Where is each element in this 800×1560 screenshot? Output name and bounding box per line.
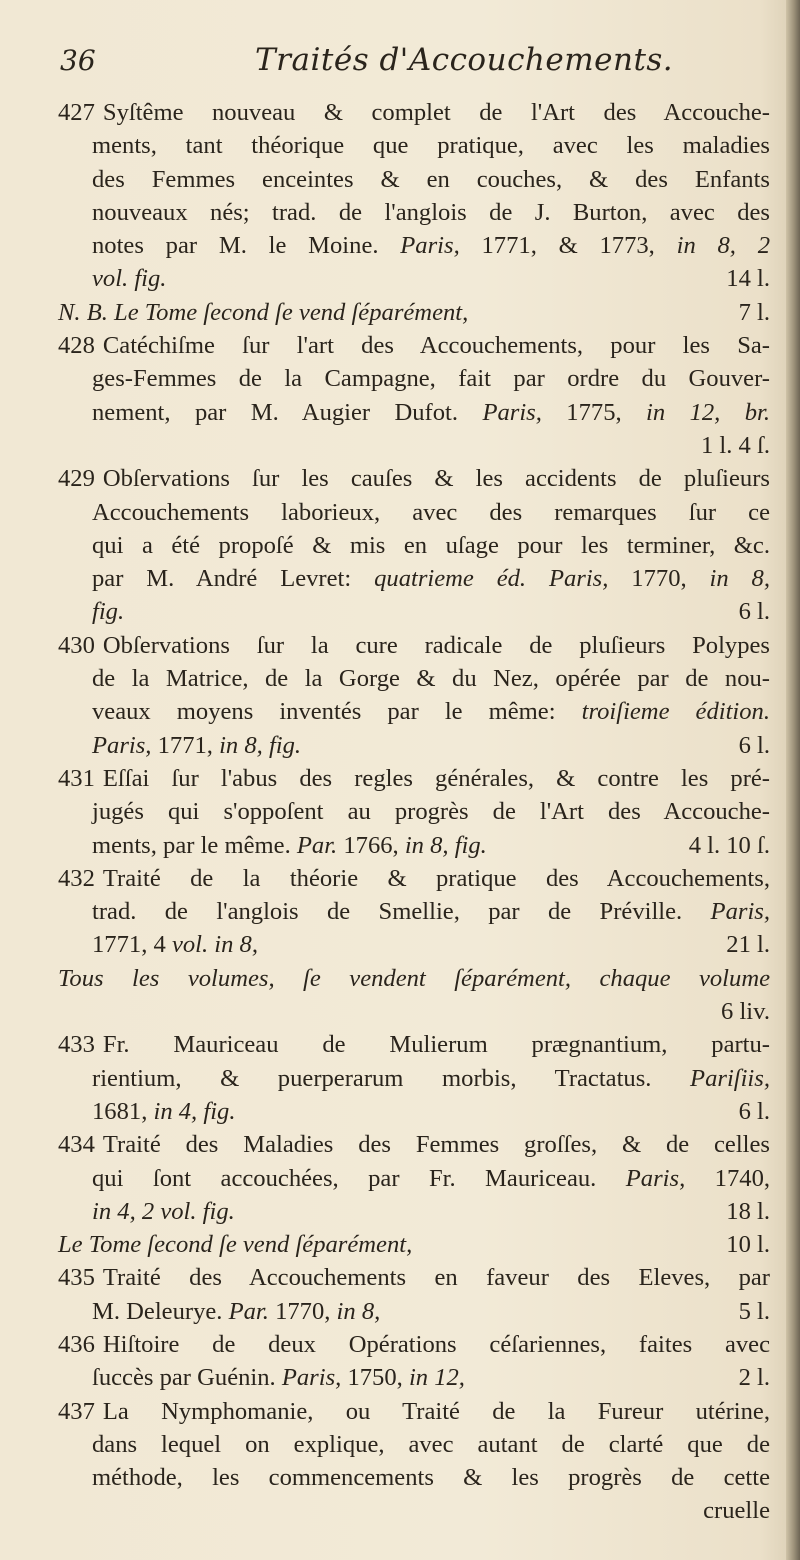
entry-number: 437 — [58, 1397, 95, 1425]
entry-number: 431 — [58, 764, 95, 792]
entry-line: par M. André Levret: quatrieme éd. Paris, 1770, in 8, — [92, 565, 770, 593]
price: 5 l. — [738, 1297, 770, 1325]
entry-line: qui ſont accouchées, par Fr. Mauriceau. Paris, 1740, — [92, 1164, 771, 1192]
page-header — [60, 40, 780, 88]
entry-line: dans lequel on explique, avec autant de clarté que de — [92, 1430, 770, 1458]
note-line-tome: Le Tome ſecond ſe vend ſéparément, 10 l. — [58, 1228, 770, 1261]
note-line-nb: N. B. Le Tome ſecond ſe vend ſéparément, 7 l. — [58, 296, 770, 329]
entry-number: 428 — [58, 332, 95, 360]
catalog-entry-434 — [58, 1128, 770, 1228]
entry-line: ments, par le même. Par. 1766, in 8, fig. 4 l. 10 ſ. — [58, 829, 770, 862]
entry-line: 432 Traité de la théorie & pratique des Accouchements, — [58, 864, 770, 892]
entry-line: 434 Traité des Maladies des Femmes groſſes, & de celles — [58, 1131, 770, 1159]
entry-line: notes par M. le Moine. Paris, 1771, & 1773, in 8, 2 — [92, 232, 771, 260]
entry-line: ments, tant théorique que pratique, avec les maladies — [92, 132, 770, 160]
entry-line: Paris, 1771, in 8, fig. 6 l. — [58, 729, 770, 762]
entry-line: de la Matrice, de la Gorge & du Nez, opérée par de nou- — [92, 665, 770, 693]
entry-line: in 4, 2 vol. fig. 18 l. — [58, 1195, 770, 1228]
catalog-listing — [58, 96, 770, 1528]
entry-line: 1681, in 4, fig. 6 l. — [58, 1095, 770, 1128]
entry-line: 433 Fr. Mauriceau de Mulierum prægnantium, partu- — [58, 1031, 770, 1059]
entry-line: 431 Eſſai ſur l'abus des regles générales, & contre les pré- — [58, 764, 770, 792]
catalog-entry-437 — [58, 1395, 770, 1528]
entry-line: vol. fig. 14 l. — [58, 262, 770, 295]
running-title: Traités d'Accouchements. — [255, 42, 674, 78]
page-edge-shadow — [786, 0, 800, 1560]
entry-line: nouveaux nés; trad. de l'anglois de J. Burton, avec des — [92, 198, 770, 226]
price: 2 l. — [738, 1364, 770, 1392]
entry-line: trad. de l'anglois de Smellie, par de Préville. Paris, — [92, 898, 770, 926]
catalog-entry-429 — [58, 462, 770, 628]
entry-number: 432 — [58, 864, 95, 892]
catchword: cruelle — [703, 1497, 770, 1525]
catalog-entry-428 — [58, 329, 770, 462]
entry-line: 435 Traité des Accouchements en faveur des Eleves, par — [58, 1264, 770, 1292]
entry-line: 427 Syſtême nouveau & complet de l'Art des Accouche- — [58, 99, 770, 126]
price: 14 l. — [726, 265, 770, 293]
catalog-entry-433 — [58, 1028, 770, 1128]
entry-line: Accouchements laborieux, avec des remarques ſur ce — [92, 498, 770, 526]
price: 7 l. — [738, 298, 770, 326]
price: 6 l. — [738, 1097, 770, 1125]
entry-line: fig. 6 l. — [58, 595, 770, 628]
price: 21 l. — [726, 931, 770, 959]
price: 18 l. — [726, 1197, 770, 1225]
catalog-entry-431 — [58, 762, 770, 862]
entry-number: 434 — [58, 1131, 95, 1159]
entry-line: ges-Femmes de la Campagne, fait par ordre du Gouver- — [92, 365, 770, 393]
entry-line: 429 Obſervations ſur les cauſes & les accidents de pluſieurs — [58, 465, 770, 493]
entry-line: nement, par M. Augier Dufot. Paris, 1775, in 12, br. — [92, 398, 771, 426]
entry-number: 433 — [58, 1031, 95, 1059]
entry-number: 435 — [58, 1264, 95, 1292]
entry-line: 1771, 4 vol. in 8, 21 l. — [58, 928, 770, 961]
price: 4 l. 10 ſ. — [688, 831, 770, 859]
catalog-entry-436 — [58, 1328, 770, 1395]
catalog-entry-432 — [58, 862, 770, 962]
catalog-entry-427 — [58, 96, 770, 296]
entry-number: 427 — [58, 99, 95, 126]
price: 10 l. — [726, 1231, 770, 1259]
entry-line: veaux moyens inventés par le même: troiſieme édition. — [92, 698, 770, 726]
entry-line: des Femmes enceintes & en couches, & des Enfants — [92, 165, 770, 193]
catalog-entry-435 — [58, 1261, 770, 1328]
entry-number: 430 — [58, 631, 95, 659]
entry-line: 430 Obſervations ſur la cure radicale de pluſieurs Polypes — [58, 631, 770, 659]
price: 1 l. 4 ſ. — [700, 431, 770, 459]
note-line-tous: Tous les volumes, ſe vendent ſéparément, chaque volume 6 liv. — [58, 962, 770, 1029]
page-number: 36 — [60, 44, 96, 77]
entry-line: 436 Hiſtoire de deux Opérations céſariennes, faites avec — [58, 1330, 770, 1358]
entry-line: 428 Catéchiſme ſur l'art des Accouchements, pour les Sa- — [58, 332, 770, 360]
price: 6 l. — [738, 598, 770, 626]
entry-number: 429 — [58, 465, 95, 493]
entry-line: M. Deleurye. Par. 1770, in 8, 5 l. — [58, 1295, 770, 1328]
catalog-entry-430 — [58, 629, 770, 762]
entry-line: méthode, les commencements & les progrès de cette — [92, 1464, 770, 1492]
entry-line: rientium, & puerperarum morbis, Tractatus. Pariſiis, — [92, 1064, 770, 1092]
price: 6 l. — [738, 731, 770, 759]
price: 6 liv. — [721, 998, 770, 1026]
entry-number: 436 — [58, 1330, 95, 1358]
entry-line: qui a été propoſé & mis en uſage pour les terminer, &c. — [92, 531, 770, 559]
entry-line: jugés qui s'oppoſent au progrès de l'Art des Accouche- — [92, 798, 770, 826]
entry-line: ſuccès par Guénin. Paris, 1750, in 12, 2 l. — [58, 1361, 770, 1394]
entry-line: 437 La Nymphomanie, ou Traité de la Fureur utérine, — [58, 1397, 770, 1425]
